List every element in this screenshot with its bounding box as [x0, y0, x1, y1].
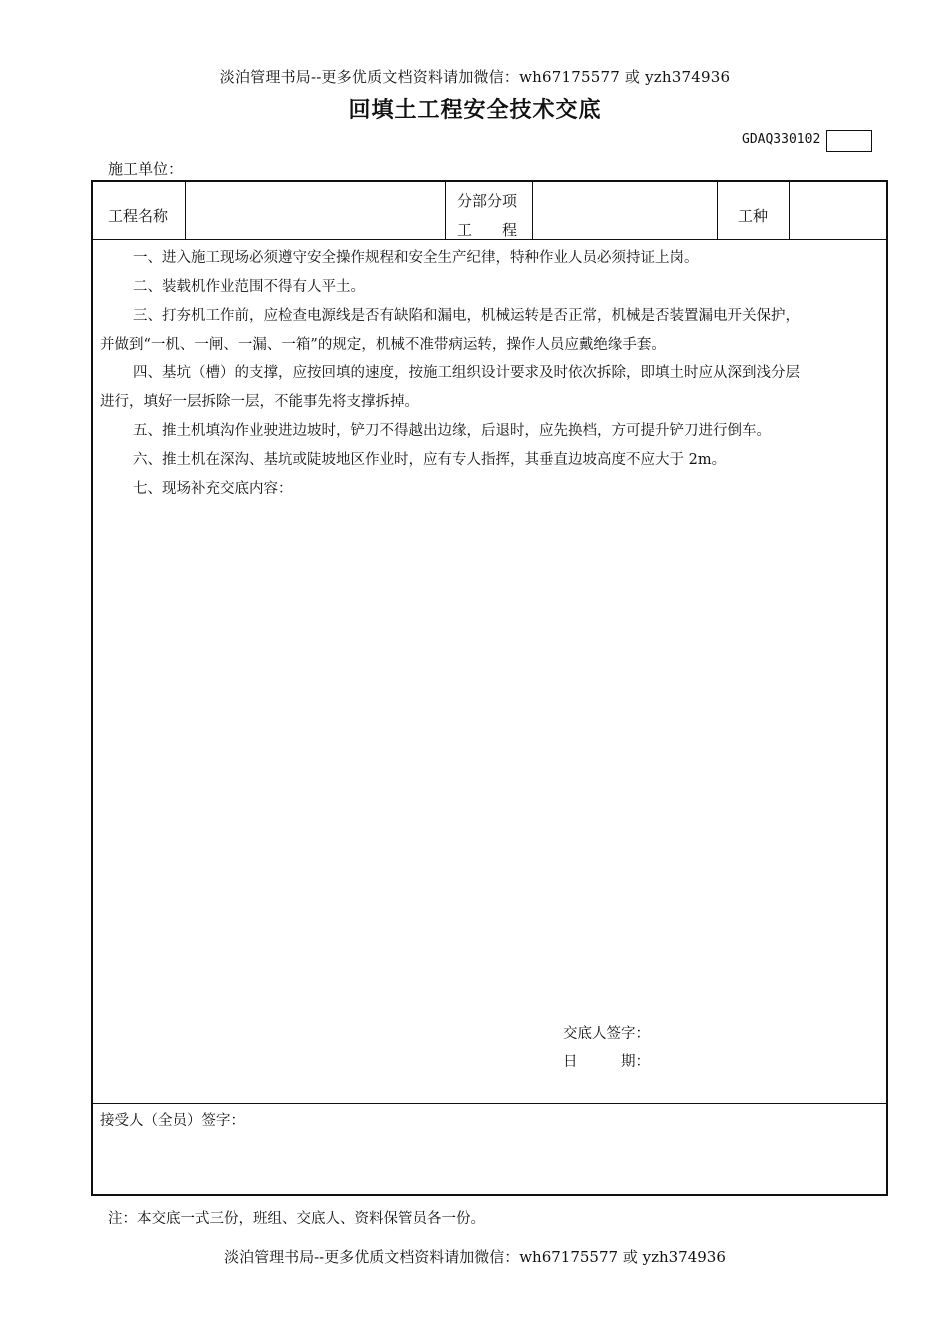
- item-6: 六、推土机在深沟、基坑或陡坡地区作业时，应有专人指挥，其垂直边坡高度不应大于 2m。: [133, 452, 727, 468]
- distribution-note: 注：本交底一式三份，班组、交底人、资料保管员各一份。: [108, 1211, 485, 1227]
- project-name-field[interactable]: [186, 182, 445, 239]
- receiver-signature-label: 接受人（全员）签字：: [100, 1113, 245, 1129]
- work-type-field[interactable]: [790, 182, 887, 239]
- receiver-section-divider: [92, 1103, 888, 1104]
- work-type-label: 工种: [738, 207, 769, 225]
- discloser-signature-label: 交底人签字：: [563, 1026, 650, 1042]
- watermark-footer: 淡泊管理书局--更多优质文档资料请加微信：wh67175577 或 yzh374936: [224, 1248, 726, 1266]
- sub-project-label-line2: 工 程: [457, 221, 518, 239]
- item-7-supplement-label: 七、现场补充交底内容：: [133, 481, 293, 497]
- col-divider-2: [445, 181, 446, 239]
- disclosure-date-label: 日 期：: [563, 1054, 650, 1070]
- project-name-label: 工程名称: [108, 207, 169, 225]
- construction-unit-label: 施工单位：: [108, 160, 184, 178]
- sub-project-field[interactable]: [533, 182, 717, 239]
- document-code-suffix-box[interactable]: [826, 130, 872, 152]
- sub-project-label-line1: 分部分项: [457, 192, 518, 210]
- document-code: GDAQ330102: [742, 132, 821, 147]
- item-4-line2: 进行，填好一层拆除一层，不能事先将支撑拆掉。: [100, 394, 419, 410]
- watermark-header: 淡泊管理书局--更多优质文档资料请加微信：wh67175577 或 yzh374936: [219, 68, 731, 86]
- item-2: 二、装载机作业范围不得有人平土。: [133, 279, 365, 295]
- item-1: 一、进入施工现场必须遵守安全操作规程和安全生产纪律，特种作业人员必须持证上岗。: [133, 250, 699, 266]
- col-divider-4: [717, 181, 718, 239]
- item-5: 五、推土机填沟作业驶进边坡时，铲刀不得越出边缘，后退时，应先换档，方可提升铲刀进行倒车。: [133, 423, 771, 439]
- document-title: 回填土工程安全技术交底: [348, 98, 602, 123]
- item-3-line1: 三、打夯机工作前，应检查电源线是否有缺陷和漏电，机械运转是否正常，机械是否装置漏电开关保护，: [133, 308, 800, 324]
- supplement-content-area[interactable]: [100, 510, 880, 1010]
- item-3-line2: 并做到“一机、一闸、一漏、一箱”的规定，机械不准带病运转，操作人员应戴绝缘手套。: [100, 337, 666, 353]
- receiver-signature-area[interactable]: [100, 1140, 880, 1190]
- item-4-line1: 四、基坑（槽）的支撑，应按回填的速度，按施工组织设计要求及时依次拆除，即填土时应从深到浅分层: [133, 365, 800, 381]
